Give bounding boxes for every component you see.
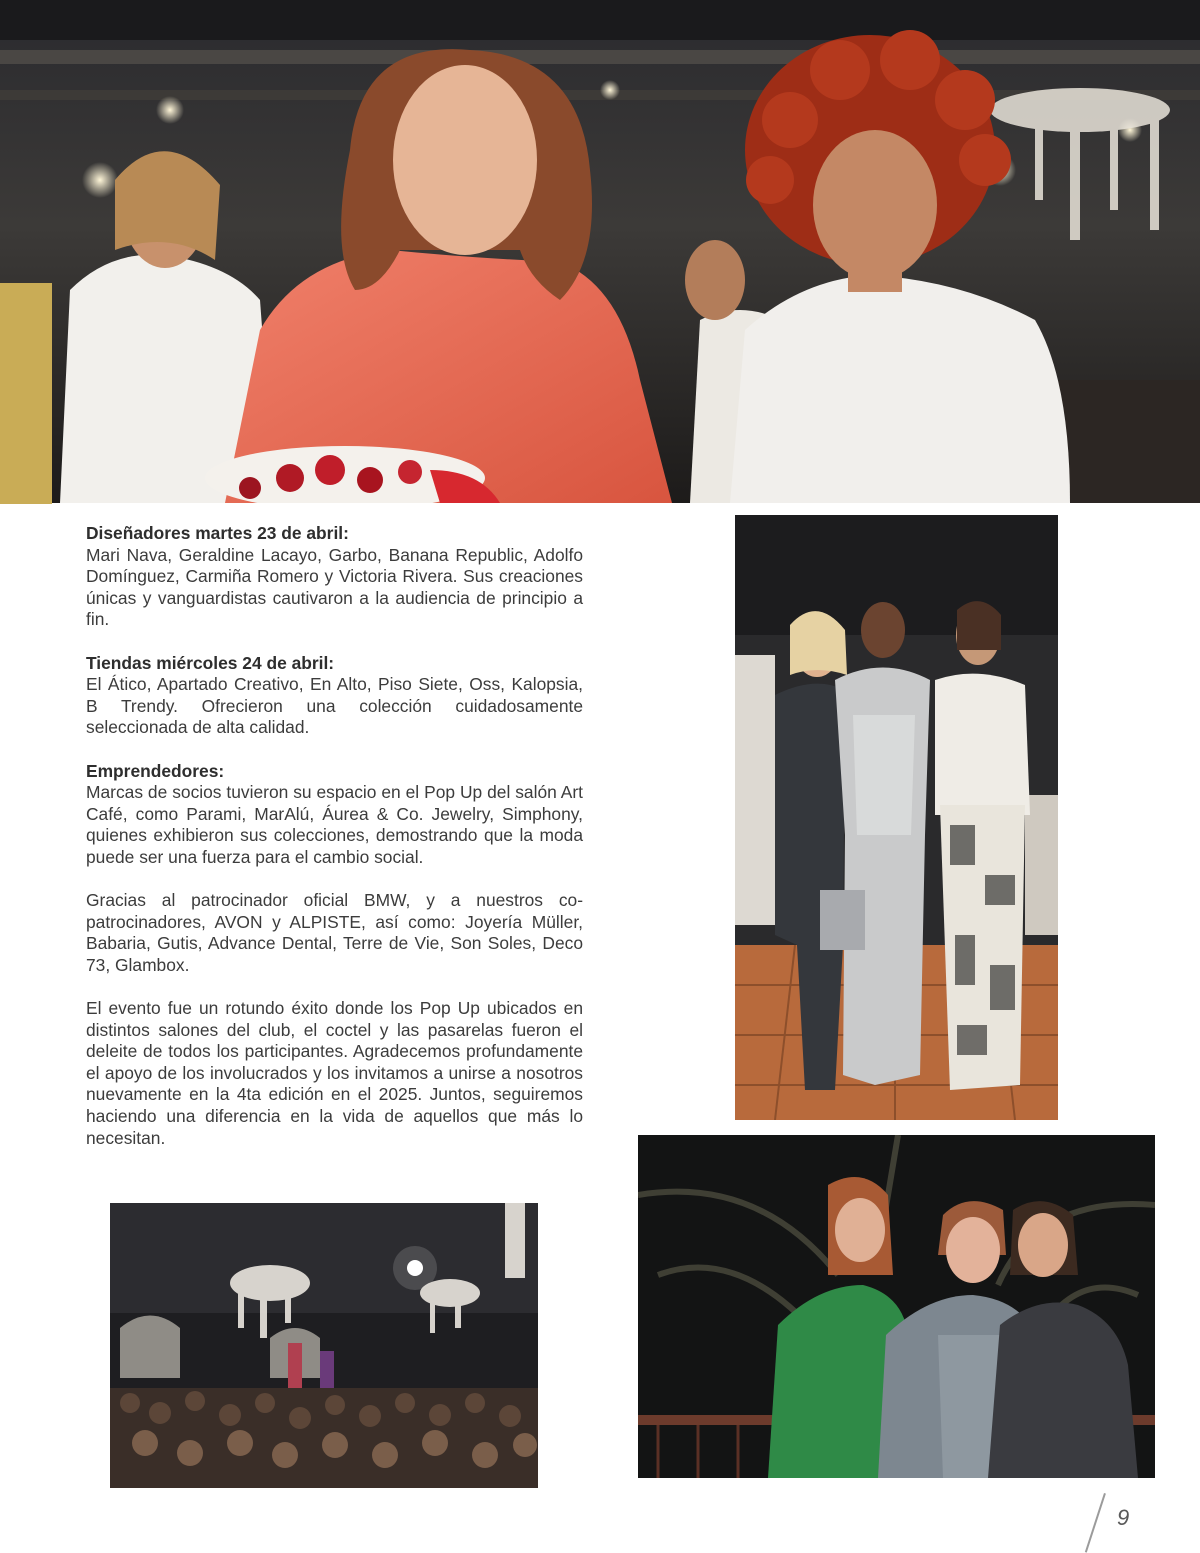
paragraph-closing xyxy=(86,998,583,1149)
stores-heading: Tiendas miércoles 24 de abril: xyxy=(86,652,335,673)
sponsors-text: Gracias al patrocinador oficial BMW, y a nuestros co-patrocinadores, AVON y ALPISTE, así como: Joyería Müller, Babaria, Gutis, Advance Dental, Terre de Vie, Son Soles, Deco 73, Glambox. xyxy=(86,890,583,975)
paragraph-sponsors xyxy=(86,890,583,976)
article-body xyxy=(86,523,583,1171)
closing-text: El evento fue un rotundo éxito donde los Pop Up ubicados en distintos salones del club, el coctel y las pasarelas fueron el deleite de todos los participantes. Agradecemos profundamente el apoyo de los involucrados y los invitamos a unirse a nosotros nuevamente en la 4ta edición en el 2025. Juntos, seguiremos haciendo una diferencia en la vida de aquellos que más lo necesitan. xyxy=(86,998,583,1148)
hero-photo xyxy=(0,0,1200,503)
page-number: 9 xyxy=(1117,1505,1130,1530)
page-number-divider xyxy=(1085,1493,1106,1553)
gold-accent-bar xyxy=(0,283,52,504)
entrepreneurs-heading: Emprendedores: xyxy=(86,760,225,781)
stores-text: El Ático, Apartado Creativo, En Alto, Piso Siete, Oss, Kalopsia, B Trendy. Ofrecieron una colección cuidadosamente seleccionada de alta calidad. xyxy=(86,674,583,738)
paragraph-designers xyxy=(86,523,583,631)
runway-audience-photo xyxy=(110,1203,538,1488)
designers-text: Mari Nava, Geraldine Lacayo, Garbo, Banana Republic, Adolfo Domínguez, Carmiña Romero y Victoria Rivera. Sus creaciones únicas y vanguardistas cautivaron a la audiencia de principio a fin. xyxy=(86,544,583,630)
entrepreneurs-text: Marcas de socios tuvieron su espacio en el Pop Up del salón Art Café, como Parami, MarAlú, Áurea & Co. Jewelry, Simphony, quienes exhibieron sus colecciones, demostrando que la moda puede ser una fuerza para el cambio social. xyxy=(86,782,583,867)
designers-heading: Diseñadores martes 23 de abril: xyxy=(86,523,349,543)
paragraph-stores xyxy=(86,653,583,739)
paragraph-entrepreneurs xyxy=(86,761,583,869)
fashion-models-photo xyxy=(735,515,1058,1120)
women-trio-photo xyxy=(638,1135,1155,1478)
